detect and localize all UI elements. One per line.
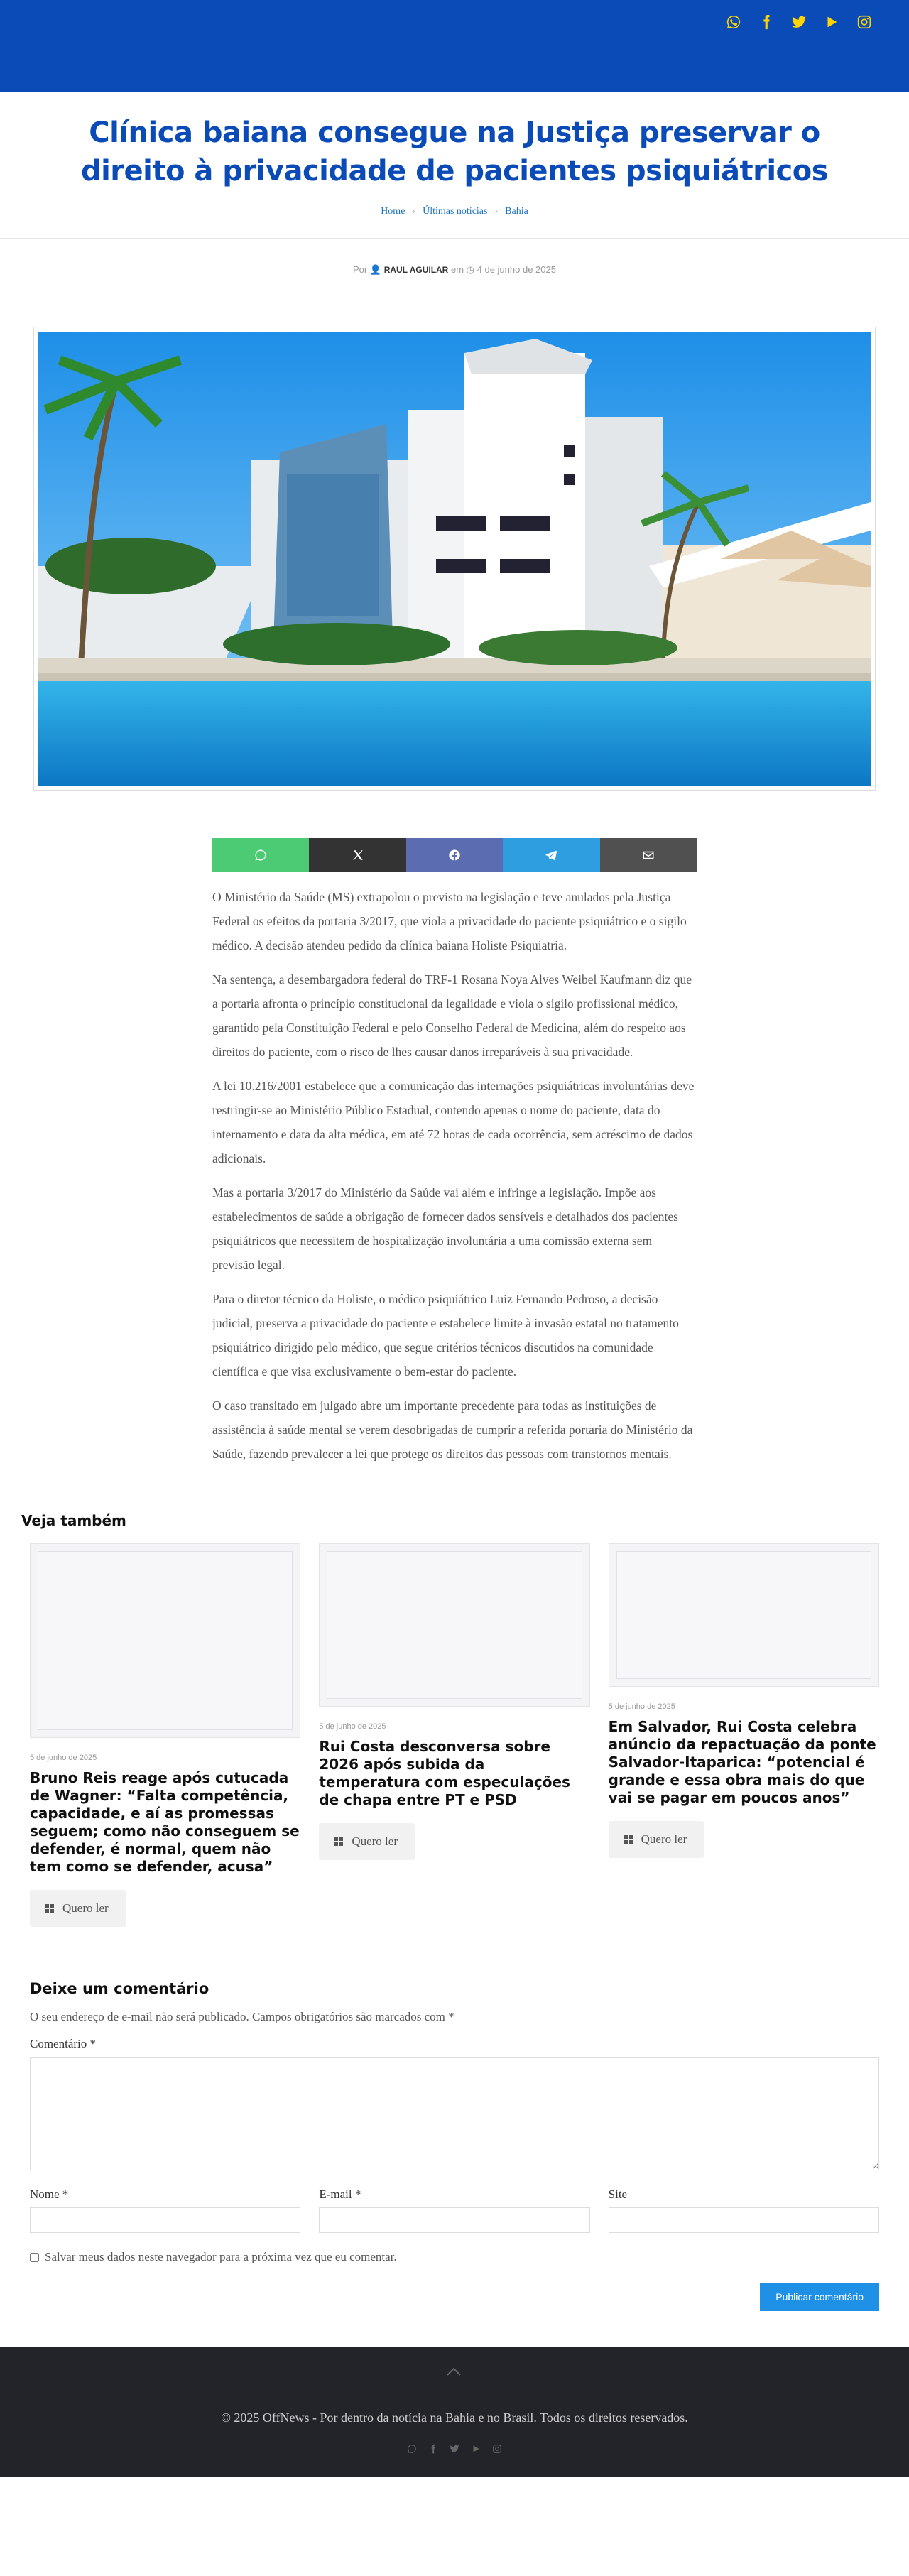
breadcrumb-bahia[interactable]: Bahia: [505, 206, 528, 217]
related-post-date: 5 de junho de 2025: [608, 1702, 675, 1711]
save-info-label: Salvar meus dados neste navegador para a próxima vez que eu comentar.: [45, 2250, 397, 2263]
instagram-icon[interactable]: [492, 2444, 502, 2454]
save-info-checkbox[interactable]: [30, 2253, 39, 2262]
clinic-pool-photo: [38, 332, 871, 786]
whatsapp-icon: [254, 849, 267, 862]
related-post-date: 5 de junho de 2025: [319, 1722, 386, 1731]
email-field-group: [319, 2175, 589, 2233]
comment-textarea[interactable]: [30, 2057, 879, 2170]
footer-social-links: [0, 2444, 909, 2454]
article-body: [212, 885, 697, 1466]
related-post-card[interactable]: [319, 1543, 589, 1927]
x-icon: [352, 849, 364, 862]
related-post-card[interactable]: [30, 1543, 300, 1927]
email-input[interactable]: [319, 2207, 589, 2233]
youtube-icon[interactable]: [822, 13, 841, 31]
grid-icon: [45, 1904, 54, 1913]
email-label: E-mail *: [319, 2188, 361, 2201]
comment-label: Comentário *: [30, 2037, 97, 2050]
article-paragraph: A lei 10.216/2001 estabelece que a comunicação das internações psiquiátricas involuntárias deve restringir-se ao Ministério Público Estadual, contendo apenas o nome do paciente, data do internamento e data da alta médica, em até 72 horas de cada ocorrência, sem acréscimo de dados adicionais.: [212, 1079, 695, 1165]
article-paragraph: Na sentença, a desembargadora federal do TRF-1 Rosana Noya Alves Weibel Kaufmann diz que a portaria afronta o princípio constitucional da legalidade e viola o sigilo profissional médico, garantido pela Constituição Federal e pelo Conselho Federal de Medicina, além do respeito aos direitos do paciente, com o risco de lhes causar danos irreparáveis à sua privacidade.: [212, 972, 692, 1059]
author-link[interactable]: RAUL AGUILAR: [383, 265, 449, 275]
article-date: 4 de junho de 2025: [477, 264, 556, 275]
site-label: Site: [608, 2188, 628, 2201]
related-post-thumbnail[interactable]: [609, 1543, 879, 1687]
comment-form-heading: Deixe um comentário: [30, 1980, 209, 1997]
read-more-button[interactable]: [609, 1821, 704, 1858]
related-post-thumbnail[interactable]: [319, 1543, 589, 1707]
featured-image: [33, 327, 876, 791]
breadcrumb-separator: ›: [412, 206, 416, 217]
submit-comment-button[interactable]: Publicar comentário: [760, 2283, 879, 2311]
related-posts-heading: Veja também: [21, 1512, 126, 1529]
read-more-button[interactable]: [319, 1823, 415, 1860]
article-meta: [0, 264, 909, 276]
site-input[interactable]: [609, 2207, 879, 2233]
twitter-icon[interactable]: [450, 2444, 459, 2454]
comment-author-fields: [30, 2175, 879, 2233]
save-info-row: [30, 2250, 879, 2264]
share-bar: [212, 838, 697, 872]
related-post-thumbnail[interactable]: [30, 1543, 300, 1738]
name-label: Nome *: [30, 2188, 69, 2201]
comment-form: [30, 1967, 879, 2311]
telegram-icon: [545, 849, 557, 862]
byline-prefix: Por: [353, 264, 368, 275]
name-input[interactable]: [30, 2207, 300, 2233]
article-title: Clínica baiana consegue na Justiça preservar o direito à privacidade de pacientes psiquiátricos: [80, 116, 829, 188]
related-post-title[interactable]: Em Salvador, Rui Costa celebra anúncio da repactuação da ponte Salvador-Itaparica: “potencial é grande e essa obra mais do que vai se pagar em poucos anos”: [608, 1718, 876, 1806]
share-email-button[interactable]: [600, 838, 697, 872]
youtube-icon[interactable]: [471, 2444, 481, 2454]
article-paragraph: Para o diretor técnico da Holiste, o médico psiquiátrico Luiz Fernando Pedroso, a decisão judicial, preserva a privacidade do paciente e estabelece limite à invasão estatal no tratamento psiquiátrico dirigido pelo médico, que segue critérios técnicos discutidos na comunidade científica e que visa exclusivamente o bem-estar do paciente.: [212, 1292, 679, 1379]
site-field-group: [609, 2175, 879, 2233]
read-more-button[interactable]: [30, 1890, 126, 1927]
instagram-icon[interactable]: [855, 13, 873, 31]
header-social-links: [724, 13, 873, 31]
user-icon: 👤: [369, 264, 382, 275]
grid-icon: [624, 1835, 633, 1844]
article-paragraph: Mas a portaria 3/2017 do Ministério da Saúde vai além e infringe a legislação. Impõe aos estabelecimentos de saúde a obrigação de fornecer dados sensíveis e detalhados dos pacientes psiquiátricos que necessitem de hospitalização involuntária a uma comissão externa sem previsão legal.: [212, 1185, 678, 1272]
comment-notes: O seu endereço de e-mail não será publicado. Campos obrigatórios são marcados com *: [30, 2010, 454, 2023]
facebook-icon[interactable]: [757, 13, 775, 31]
related-post-title[interactable]: Bruno Reis reage após cutucada de Wagner: “Falta competência, capacidade, e aí as promessas seguem; como não conseguem se defender, é normal, quem não tem como se defender, acusa”: [30, 1769, 300, 1875]
share-facebook-button[interactable]: [406, 838, 503, 872]
read-more-label: Quero ler: [352, 1835, 398, 1848]
breadcrumb-separator: ›: [494, 206, 499, 217]
related-post-card[interactable]: [609, 1543, 879, 1927]
submit-row: [30, 2283, 879, 2311]
related-post-date: 5 de junho de 2025: [30, 1754, 97, 1762]
footer-copyright: © 2025 OffNews - Por dentro da notícia na Bahia e no Brasil. Todos os direitos reservados.: [221, 2411, 688, 2425]
read-more-label: Quero ler: [641, 1832, 687, 1846]
share-whatsapp-button[interactable]: [212, 838, 309, 872]
read-more-label: Quero ler: [62, 1901, 109, 1915]
breadcrumb: [43, 206, 866, 217]
breadcrumb-latest-news[interactable]: Últimas notícias: [423, 206, 488, 217]
article-title-section: [0, 92, 909, 239]
article-paragraph: O Ministério da Saúde (MS) extrapolou o previsto na legislação e teve anulados pela Justiça Federal os efeitos da portaria 3/2017, que viola a privacidade do paciente psiquiátrico e o sigilo médico. A decisão atendeu pedido da clínica baiana Holiste Psiquiatria.: [212, 890, 687, 952]
name-field-group: [30, 2175, 300, 2233]
email-icon: [642, 849, 655, 862]
whatsapp-icon[interactable]: [724, 13, 743, 31]
top-header-bar: [0, 0, 909, 92]
scroll-to-top-icon[interactable]: [446, 2366, 462, 2376]
twitter-icon[interactable]: [790, 13, 808, 31]
share-x-button[interactable]: [309, 838, 405, 872]
facebook-icon: [448, 849, 461, 862]
article-paragraph: O caso transitado em julgado abre um importante precedente para todas as instituições de assistência à saúde mental se verem desobrigadas de cumprir a referida portaria do Ministério da Saúde, fazendo prevalecer a lei que protege os direitos das pessoas com transtornos mentais.: [212, 1398, 693, 1461]
date-prefix: em: [450, 264, 464, 275]
share-telegram-button[interactable]: [503, 838, 599, 872]
related-posts: [0, 1529, 909, 1927]
grid-icon: [334, 1837, 343, 1846]
related-post-title[interactable]: Rui Costa desconversa sobre 2026 após subida da temperatura com especulações de chapa entre PT e PSD: [319, 1738, 570, 1808]
breadcrumb-home[interactable]: Home: [381, 206, 405, 217]
site-footer: [0, 2347, 909, 2477]
facebook-icon[interactable]: [428, 2444, 438, 2454]
whatsapp-icon[interactable]: [407, 2444, 417, 2454]
clock-icon: ◷: [466, 264, 475, 275]
